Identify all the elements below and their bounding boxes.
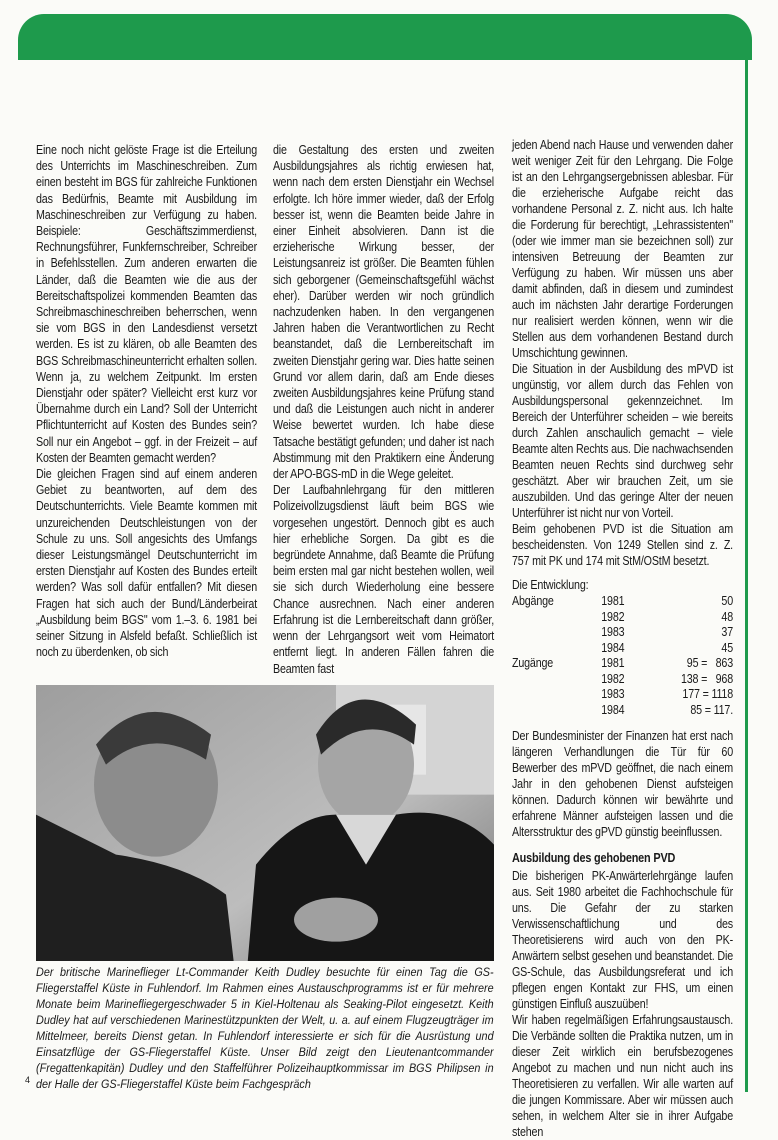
paragraph: Wir haben regelmäßigen Erfahrungsaustausch. Die Verbände sollten die Praktika nutzen, um in dieser Zeit wirklich ein berufsbezogenes Angebot zu machen und nun nicht auch ins Theoretisieren zu verfallen. Wir alle warten auf die jungen Kommissare. Aber wir müssen auch sehen, in welchem Alter sie in ihrer Aufgabe stehen xyxy=(512,1013,733,1139)
paragraph: Der Laufbahnlehrgang für den mittleren Polizeivollzugsdienst läuft beim BGS wie vorgesehen ungestört. Dennoch gibt es auch hier erhebliche Sorgen. Da gibt es die begründete Annahme, daß Beamte die Prüfung beim ersten mal gar nicht bestehen wollen, weil sie sich durch Wiederholung eine bessere Chance ausrechnen. Nach einer anderen Erfahrung ist die Lernbereitschaft dann größer, wenn der Lehrgangsort weit vom Heimatort entfernt liegt. In anderen Fällen fahren die Beamten fast xyxy=(273,483,494,676)
paragraph: Die gleichen Fragen sind auf einem anderen Gebiet zu beantworten, auf dem des Deutschunterrichts. Viele Beamte kommen mit unzureichenden Deutschleistungen von der Schule zu uns. Soll angesichts des Umfangs dieser Leistungsmängel Deutschunterricht im ersten Dienstjahr auf Kosten des Bundes erteilt werden? Was soll dafür entfallen? Mit diesen Fragen hat sich auch der Bund/Länderbeirat „Ausbildung beim BGS" vom 1.–3. 6. 1981 bei seiner Sitzung in Alsfeld befaßt. Schließlich ist noch zu überdenken, ob sich xyxy=(36,467,257,660)
row-label: Abgänge xyxy=(512,594,554,608)
row-value: 177 = 1118 xyxy=(682,687,733,701)
photo-two-officers xyxy=(36,685,494,961)
paragraph: Die bisherigen PK-Anwärterlehrgänge laufen aus. Seit 1980 arbeitet die Fachhochschule für uns. Die Gefahr der zu starken Verwissenschaftlichung und des Theoretisierens wird auch von den PK-Anwärtern selbst gesehen und beanstandet. Die GS-Schule, das Ausbildungsreferat und ich pflegen engen Kontakt zur FHS, um einen günstigen Einfluß auszuüben! xyxy=(512,869,733,1011)
caption-wrap xyxy=(36,964,494,1092)
row-value: 45 xyxy=(721,640,733,655)
row-value: 50 xyxy=(721,594,733,608)
table-row xyxy=(512,641,733,657)
column-1 xyxy=(36,142,257,677)
row-value: 95 = 863 xyxy=(686,656,733,670)
row-label xyxy=(512,687,601,703)
row-year: 1981 xyxy=(601,656,625,670)
header-band xyxy=(18,14,752,60)
row-year: 1982 xyxy=(601,671,625,686)
paragraph: die Gestaltung des ersten und zweiten Ausbildungsjahres als richtig erwiesen hat, wenn nach dem ersten Dienstjahr ein Wechsel erfolgte. Ich höre immer wieder, daß der Erfolg besser ist, wenn die Beamten beide Jahre in einer Einheit absolvieren. Dann ist die erzieherische Wirkung besser, der Leistungsanreiz ist größer. Die Beamten fühlen sich geborgener (Gemeinschaftsgefühl wächst eher). Darüber werden wir noch gründlich nachzudenken haben. In den vergangenen Jahren haben die Verantwortlichen zu Recht beanstandet, daß die Lernbereitschaft im zweiten Dienstjahr gering war. Dies hatte seinen Grund vor allem darin, daß am Ende dieses zweiten Ausbildungsjahres keine Prüfung stand und daß die Leistungen auch nicht in anderer Weise bewertet wurden. Ich habe diese Tatsache bestätigt gefunden; und daher ist nach Abstimmung mit den Praktikern eine Änderung der APO-BGS-mD in die Wege geleitet. xyxy=(273,143,494,482)
paragraph: jeden Abend nach Hause und verwenden daher weit weniger Zeit für den Lehrgang. Die Folge ist an den Lehrgangsergebnissen ablesbar. Für die erzieherische Aufgabe reicht das vorhandene Personal z. Z. nicht aus. Ich halte die Forderung für berechtigt, „Lehrassistenten" (oder wie immer man sie bezeichnen soll) zur intensiven Betreuung der Beamten zur Verfügung zu haben. Wir müssen uns aber damit abfinden, daß in diesem und zumindest auch im nächsten Jahr derartige Forderungen nur realisiert werden können, wenn wir die Stellen aus dem vorhandenen Bestand durch Umschichtung gewinnen. xyxy=(512,138,733,360)
row-value: 48 xyxy=(721,609,733,624)
row-value: 138 = 968 xyxy=(680,671,733,686)
table-row xyxy=(512,703,733,719)
page-number: 4 xyxy=(25,1075,31,1085)
column-2 xyxy=(273,142,494,677)
table-row xyxy=(512,672,733,688)
column-3 xyxy=(512,137,733,1140)
column-3-text xyxy=(512,137,733,1140)
row-value: 37 xyxy=(721,625,733,639)
table-row xyxy=(512,594,733,610)
row-year: 1984 xyxy=(601,640,625,655)
row-year: 1982 xyxy=(601,609,625,624)
row-value: 85 = 117. xyxy=(690,702,733,717)
row-label xyxy=(512,672,601,688)
row-label xyxy=(512,703,601,719)
column-1-text xyxy=(36,142,257,661)
table-row xyxy=(512,610,733,626)
left-block xyxy=(36,142,494,1092)
row-year: 1981 xyxy=(601,594,625,608)
paragraph: Der Bundesminister der Finanzen hat erst nach längeren Verhandlungen die Tür für 60 Bewerber des mPVD geöffnet, die nach einem Jahr in den gehobenen Dienst aufsteigen können. Dadurch können wir bewährte und erfahrene Männer aufsteigen lassen und die Altersstruktur des gPVD günstig beeinflussen. xyxy=(512,729,733,839)
text-columns-1-2 xyxy=(36,142,494,677)
paragraph: Eine noch nicht gelöste Frage ist die Erteilung des Unterrichts im Maschineschreiben. Zum einen besteht im BGS für zahlreiche Funktionen das Bedürfnis, Beamte mit Ausbildung im Maschineschreiben zur Verfügung zu haben. Beispiele: Geschäftszimmerdienst, Rechnungsführer, Funkfernschreiber, Schreiber in Befehlsstellen. Zum anderen erwarten die Länder, daß die Beamten wie die aus der Bereitschaftspolizei kommenden Beamten das Schreibmaschineschreiben beherrschen, wenn sie vom BGS in den Landesdienst versetzt werden. Es ist zu klären, ob alle Beamten des BGS Schreibmaschineunterricht erhalten sollen. Wenn ja, zu welchem Zeitpunkt. Im ersten Dienstjahr oder später? Vielleicht erst kurz vor Übernahme durch ein Land? Soll der Unterricht Pflichtunterricht auf Kosten des Bundes sein? Soll nur ein Angebot – ggf. in der Freizeit – auf Kosten der Beamten gemacht werden? xyxy=(36,143,257,465)
row-year: 1983 xyxy=(601,625,625,639)
row-label xyxy=(512,625,601,641)
right-margin-rule xyxy=(745,40,748,1092)
section-heading: Ausbildung des gehobenen PVD xyxy=(512,850,676,865)
table-title: Die Entwicklung: xyxy=(512,578,589,592)
row-year: 1983 xyxy=(601,687,625,701)
table-row xyxy=(512,656,733,672)
photo-illustration xyxy=(36,685,494,961)
row-year: 1984 xyxy=(601,702,625,717)
row-label xyxy=(512,641,601,657)
table-row xyxy=(512,687,733,703)
photo-caption: Der britische Marineflieger Lt-Commander Keith Dudley besuchte für einen Tag die GS-Fliegerstaffel Küste in Fuhlendorf. Im Rahmen eines Austauschprogramms ist er für mehrere Monate beim Marinefliegergeschwader 5 in Kiel-Holtenau als Seaking-Pilot eingesetzt. Keith Dudley hat auf verschiedenen Marinestützpunkten der Welt, u. a. auf einem Flugzeugträger im Mittelmeer, bereits Dienst getan. In Fuhlendorf interessierte er sich für die Ausrüstung und Einsatzflüge der GS-Fliegerstaffel Küste. Unser Bild zeigt den Lieutenantcommander (Fregattenkapitän) Dudley und den Staffelführer Polizeihauptkommissar im BGS Philipsen in der Halle der GS-Fliegerstaffel Küste beim Fachgespräch xyxy=(36,965,494,1091)
table-row xyxy=(512,625,733,641)
development-table xyxy=(512,594,733,718)
column-2-text xyxy=(273,142,494,677)
row-label xyxy=(512,610,601,626)
row-label: Zugänge xyxy=(512,656,554,670)
paragraph: Beim gehobenen PVD ist die Situation am bescheidensten. Von 1249 Stellen sind z. Z. 757 mit PK und 174 mit StM/OStM besetzt. xyxy=(512,522,733,568)
paragraph: Die Situation in der Ausbildung des mPVD ist ungünstig, vor allem durch das Fehlen von Ausbildungspersonal gekennzeichnet. Im Bereich der Unterführer scheiden – wie bereits durch Zahlen anschaulich gemacht – viele Beamte alten Rechts aus. Die nachwachsenden Beamten neuen Rechts sind durchweg sehr geschätzt. Aber wir brauchen Zeit, um sie auszubilden. Und das geringe Alter der neuen Unterführer ist nicht nur von Vorteil. xyxy=(512,362,733,520)
